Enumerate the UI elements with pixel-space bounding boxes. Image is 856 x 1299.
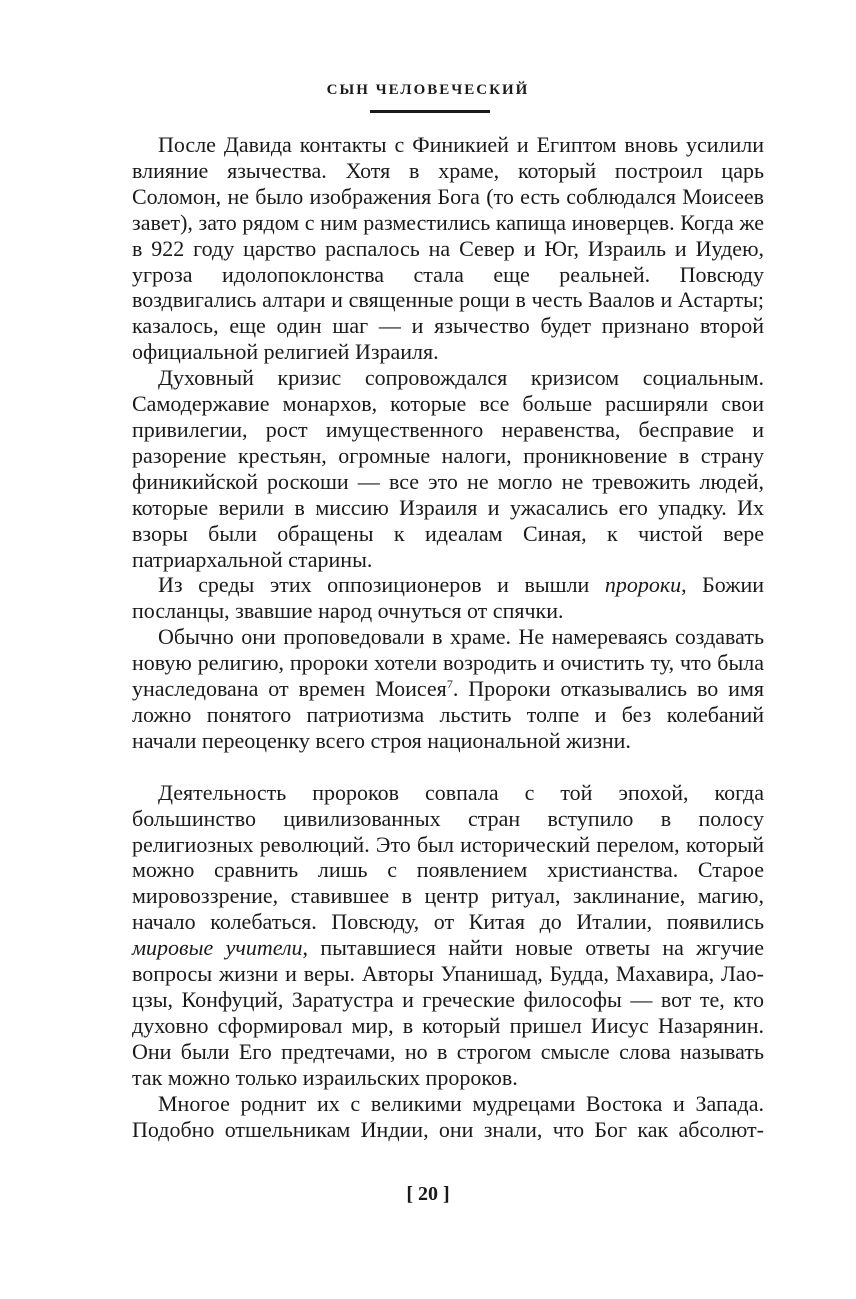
- paragraph-4-after: . Пророки отказывались во имя ложно понятого патриотизма льстить толпе и без колебаний начали переоценку всего строя национальной жизни.: [132, 676, 764, 753]
- paragraph-1: После Давида контакты с Финикией и Египтом вновь усилили влияние язычества. Хотя в храме, который построил царь Соломон, не было изображения Бога (то есть соблюдался Моисеев завет), зато рядом с ним разместились капища иноверцев. Когда же в 922 году царство распалось на Север и Юг, Израиль и Иудею, угроза идолопоклонства стала еще реальней. Повсюду воздвигались алтари и священные рощи в честь Ваалов и Астарты; казалось, еще один шаг — и язычество будет признано второй официальной религией Израиля.: [132, 132, 764, 365]
- paragraph-5-before: Деятельность пророков совпала с той эпохой, когда большинство цивилизованных стран вступило в полосу религиозных революций. Это был исторический перелом, который можно сравнить лишь с появлением христианства. Старое мировоззрение, ставившее в центр ритуал, заклинание, магию, начало колебаться. Повсюду, от Китая до Италии, появились: [132, 779, 764, 935]
- paragraph-6: Многое роднит их с великими мудрецами Востока и Запада. Подобно отшельникам Индии, они знали, что Бог как абсолют-: [132, 1090, 764, 1142]
- paragraph-4: [132, 624, 764, 754]
- paragraph-2: Духовный кризис сопровождался кризисом социальным. Самодержавие монархов, которые все больше расширяли свои привилегии, рост имущественного неравенства, бесправие и разорение крестьян, огромные налоги, проникновение в страну финикийской роскоши — все это не могло не тревожить людей, которые верили в миссию Израиля и ужасались его упадку. Их взоры были обращены к идеалам Синая, к чистой вере патриархальной старины.: [132, 365, 764, 572]
- running-head: СЫН ЧЕЛОВЕЧЕСКИЙ: [326, 82, 530, 98]
- world-teachers-emphasis: мировые учители: [132, 935, 303, 961]
- paragraph-5: [132, 780, 764, 1091]
- footnote-marker: 7: [446, 677, 453, 692]
- paragraph-3-after: , Божии посланцы, звавшие народ очнуться от спячки.: [132, 572, 764, 624]
- paragraph-3: [132, 572, 764, 624]
- head-rule: [370, 110, 490, 113]
- paragraph-4-before: Обычно они проповедовали в храме. Не намереваясь создавать новую религию, пророки хотели возродить и очистить ту, что была унаследована от времен Моисея: [132, 624, 764, 702]
- prophets-emphasis: пророки: [604, 572, 682, 598]
- page-number: [ 20 ]: [406, 1183, 450, 1205]
- paragraph-3-before: Из среды этих оппозиционеров и вышли: [158, 572, 605, 598]
- section-break: [132, 754, 764, 780]
- body-text: [132, 132, 764, 1142]
- paragraph-5-after: , пытавшиеся найти новые ответы на жгучие вопросы жизни и веры. Авторы Упанишад, Будда, Махавира, Лао-цзы, Конфуций, Заратустра и греческие философы — вот те, кто духовно сформировал мир, в который пришел Иисус Назарянин. Они были Его предтечами, но в строгом смысле слова называть так можно только израильских пророков.: [132, 935, 765, 1090]
